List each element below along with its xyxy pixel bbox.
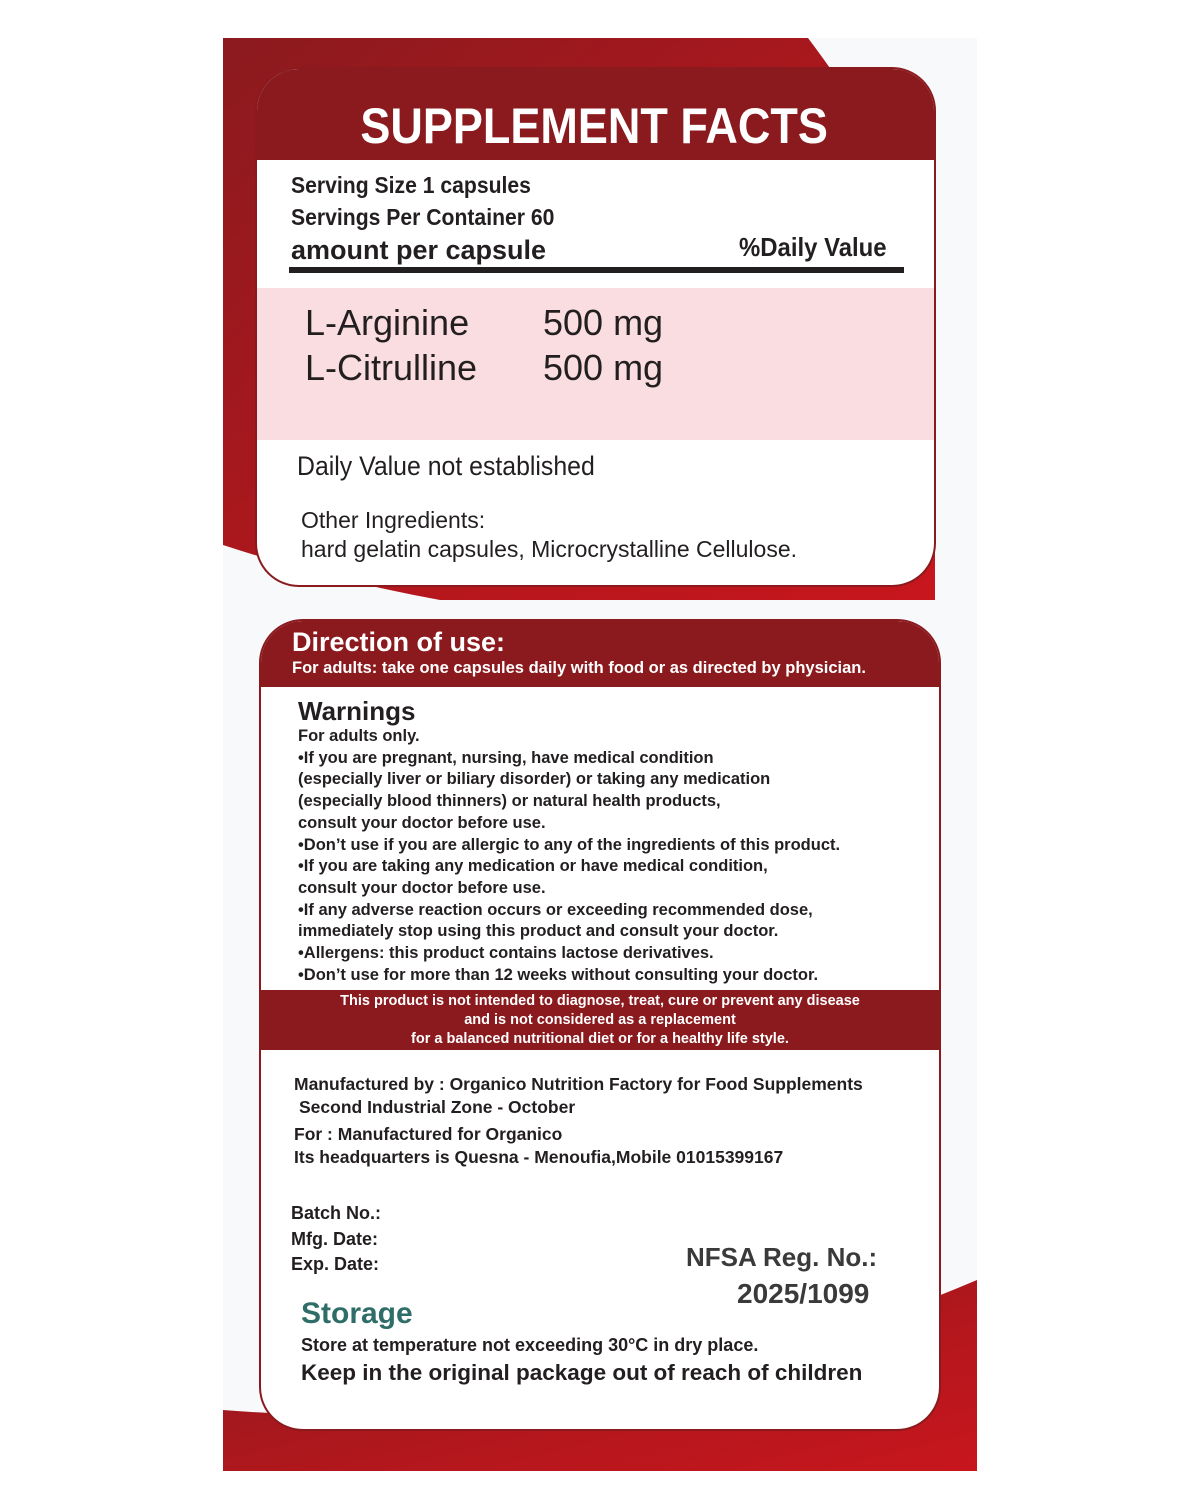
- directions-panel: [259, 619, 941, 1431]
- disclaimer-line: and is not considered as a replacement: [464, 1012, 736, 1029]
- warning-line: For adults only.: [298, 727, 420, 745]
- warning-line: (especially liver or biliary disorder) or taking any medication: [298, 770, 771, 789]
- warnings-title: Warnings: [298, 696, 416, 726]
- facts-divider: [289, 267, 904, 273]
- warning-line: consult your doctor before use.: [298, 813, 546, 832]
- disclaimer-line: for a balanced nutritional diet or for a healthy life style.: [411, 1031, 789, 1048]
- supplement-facts-panel: [255, 67, 936, 587]
- warning-line: •Don’t use if you are allergic to any of the ingredients of this product.: [298, 835, 841, 854]
- batch-number-label: Batch No.:: [291, 1203, 381, 1223]
- nutrient-amount: 500 mg: [543, 302, 664, 343]
- warning-line: consult your doctor before use.: [298, 878, 546, 897]
- other-ingredients-title: Other Ingredients:: [301, 507, 486, 533]
- disclaimer-line: This product is not intended to diagnose, treat, cure or prevent any disease: [340, 993, 860, 1009]
- registration-number: 2025/1099: [737, 1278, 870, 1309]
- manufacturer-line: Manufactured by : Organico Nutrition Factory for Food Supplements: [294, 1074, 863, 1094]
- warning-line: •If you are pregnant, nursing, have medical condition: [298, 748, 714, 767]
- storage-line: Keep in the original package out of reach of children: [301, 1360, 863, 1385]
- nutrient-name: L-Arginine: [305, 302, 470, 343]
- serving-size: Serving Size 1 capsules: [291, 172, 531, 198]
- warning-line: •Allergens: this product contains lactose derivatives.: [298, 944, 714, 963]
- manufacturer-line: For : Manufactured for Organico: [294, 1124, 563, 1144]
- direction-title: Direction of use:: [292, 627, 506, 657]
- registration-label: NFSA Reg. No.:: [686, 1242, 878, 1272]
- daily-value-note: Daily Value not established: [297, 451, 595, 481]
- warnings-list: [298, 726, 840, 986]
- mfg-date-label: Mfg. Date:: [291, 1229, 378, 1249]
- manufacturer-line: Its headquarters is Quesna - Menoufia,Mobile 01015399167: [294, 1147, 784, 1167]
- warning-line: •If you are taking any medication or have medical condition,: [298, 857, 768, 876]
- other-ingredients-text: hard gelatin capsules, Microcrystalline Cellulose.: [301, 536, 798, 562]
- warning-line: •If any adverse reaction occurs or exceeding recommended dose,: [298, 900, 813, 919]
- disclaimer-band: [261, 990, 939, 1050]
- nutrient-name: L-Citrulline: [305, 347, 478, 388]
- warning-line: •Don’t use for more than 12 weeks without consulting your doctor.: [298, 965, 819, 984]
- storage-line: Store at temperature not exceeding 30°C in dry place.: [301, 1335, 759, 1355]
- amount-per-capsule-label: amount per capsule: [291, 235, 547, 265]
- warning-line: (especially blood thinners) or natural health products,: [298, 792, 721, 811]
- exp-date-label: Exp. Date:: [291, 1254, 380, 1274]
- direction-text: For adults: take one capsules daily with food or as directed by physician.: [292, 659, 866, 677]
- storage-title: Storage: [301, 1297, 413, 1330]
- manufacturer-line: Second Industrial Zone - October: [299, 1097, 576, 1117]
- warning-line: immediately stop using this product and consult your doctor.: [298, 922, 779, 941]
- nutrient-amount: 500 mg: [543, 347, 664, 388]
- facts-title: SUPPLEMENT FACTS: [360, 98, 828, 154]
- servings-per-container: Servings Per Container 60: [291, 204, 555, 230]
- daily-value-header: %Daily Value: [739, 232, 887, 262]
